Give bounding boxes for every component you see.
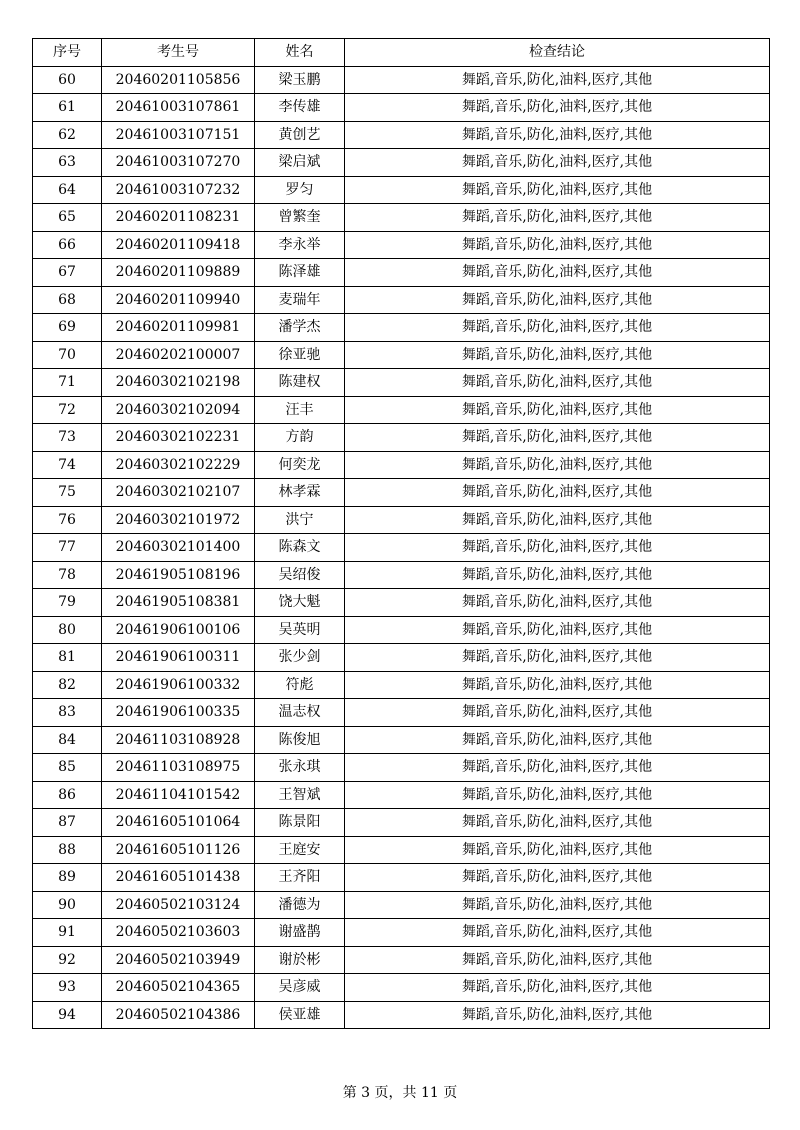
row-index: 82 bbox=[33, 671, 102, 699]
exam-number: 20460502104386 bbox=[102, 1001, 255, 1029]
table-body bbox=[33, 66, 770, 1029]
exam-number: 20460201109981 bbox=[102, 314, 255, 342]
student-name: 王庭安 bbox=[255, 836, 345, 864]
table-row bbox=[33, 94, 770, 122]
exam-number: 20461605101438 bbox=[102, 864, 255, 892]
check-result: 舞蹈,音乐,防化,油料,医疗,其他 bbox=[345, 809, 770, 837]
row-index: 69 bbox=[33, 314, 102, 342]
exam-number: 20460302102094 bbox=[102, 396, 255, 424]
check-result: 舞蹈,音乐,防化,油料,医疗,其他 bbox=[345, 781, 770, 809]
row-index: 94 bbox=[33, 1001, 102, 1029]
check-result: 舞蹈,音乐,防化,油料,医疗,其他 bbox=[345, 919, 770, 947]
table-row bbox=[33, 754, 770, 782]
row-index: 64 bbox=[33, 176, 102, 204]
row-index: 61 bbox=[33, 94, 102, 122]
check-result: 舞蹈,音乐,防化,油料,医疗,其他 bbox=[345, 699, 770, 727]
student-name: 谢於彬 bbox=[255, 946, 345, 974]
check-result: 舞蹈,音乐,防化,油料,医疗,其他 bbox=[345, 671, 770, 699]
table-row bbox=[33, 396, 770, 424]
check-result: 舞蹈,音乐,防化,油料,医疗,其他 bbox=[345, 644, 770, 672]
exam-number: 20460502103124 bbox=[102, 891, 255, 919]
row-index: 89 bbox=[33, 864, 102, 892]
row-index: 80 bbox=[33, 616, 102, 644]
check-result: 舞蹈,音乐,防化,油料,医疗,其他 bbox=[345, 946, 770, 974]
check-result: 舞蹈,音乐,防化,油料,医疗,其他 bbox=[345, 974, 770, 1002]
table-row bbox=[33, 699, 770, 727]
table-row bbox=[33, 644, 770, 672]
student-name: 林孝霖 bbox=[255, 479, 345, 507]
exam-number: 20460302102107 bbox=[102, 479, 255, 507]
page-number: 第 3 页，共 11 页 bbox=[342, 1085, 458, 1101]
student-name: 吴英明 bbox=[255, 616, 345, 644]
table-row bbox=[33, 204, 770, 232]
student-name: 汪丰 bbox=[255, 396, 345, 424]
student-name: 潘学杰 bbox=[255, 314, 345, 342]
row-index: 74 bbox=[33, 451, 102, 479]
table-row bbox=[33, 616, 770, 644]
check-result: 舞蹈,音乐,防化,油料,医疗,其他 bbox=[345, 176, 770, 204]
check-result: 舞蹈,音乐,防化,油料,医疗,其他 bbox=[345, 424, 770, 452]
row-index: 63 bbox=[33, 149, 102, 177]
table-row bbox=[33, 561, 770, 589]
row-index: 91 bbox=[33, 919, 102, 947]
check-result: 舞蹈,音乐,防化,油料,医疗,其他 bbox=[345, 891, 770, 919]
student-name: 陈建权 bbox=[255, 369, 345, 397]
row-index: 88 bbox=[33, 836, 102, 864]
student-name: 谢盛鹊 bbox=[255, 919, 345, 947]
row-index: 66 bbox=[33, 231, 102, 259]
exam-number: 20461906100335 bbox=[102, 699, 255, 727]
check-result: 舞蹈,音乐,防化,油料,医疗,其他 bbox=[345, 259, 770, 287]
row-index: 71 bbox=[33, 369, 102, 397]
row-index: 85 bbox=[33, 754, 102, 782]
exam-number: 20460302102198 bbox=[102, 369, 255, 397]
check-result: 舞蹈,音乐,防化,油料,医疗,其他 bbox=[345, 726, 770, 754]
row-index: 83 bbox=[33, 699, 102, 727]
row-index: 73 bbox=[33, 424, 102, 452]
check-result: 舞蹈,音乐,防化,油料,医疗,其他 bbox=[345, 341, 770, 369]
check-result: 舞蹈,音乐,防化,油料,医疗,其他 bbox=[345, 864, 770, 892]
table-row bbox=[33, 149, 770, 177]
check-result: 舞蹈,音乐,防化,油料,医疗,其他 bbox=[345, 1001, 770, 1029]
header-result: 检查结论 bbox=[345, 39, 770, 67]
table-header-row bbox=[33, 39, 770, 67]
exam-number: 20461906100106 bbox=[102, 616, 255, 644]
table-row bbox=[33, 314, 770, 342]
table-row bbox=[33, 121, 770, 149]
table-row bbox=[33, 369, 770, 397]
exam-number: 20460302102231 bbox=[102, 424, 255, 452]
table-row bbox=[33, 671, 770, 699]
student-name: 陈泽雄 bbox=[255, 259, 345, 287]
check-result: 舞蹈,音乐,防化,油料,医疗,其他 bbox=[345, 616, 770, 644]
table-row bbox=[33, 1001, 770, 1029]
exam-number: 20461906100311 bbox=[102, 644, 255, 672]
student-name: 温志权 bbox=[255, 699, 345, 727]
row-index: 92 bbox=[33, 946, 102, 974]
check-result: 舞蹈,音乐,防化,油料,医疗,其他 bbox=[345, 534, 770, 562]
table-row bbox=[33, 506, 770, 534]
row-index: 77 bbox=[33, 534, 102, 562]
row-index: 78 bbox=[33, 561, 102, 589]
row-index: 62 bbox=[33, 121, 102, 149]
check-result: 舞蹈,音乐,防化,油料,医疗,其他 bbox=[345, 506, 770, 534]
table-row bbox=[33, 424, 770, 452]
row-index: 87 bbox=[33, 809, 102, 837]
check-result: 舞蹈,音乐,防化,油料,医疗,其他 bbox=[345, 754, 770, 782]
student-name: 饶大魁 bbox=[255, 589, 345, 617]
table-row bbox=[33, 231, 770, 259]
check-result: 舞蹈,音乐,防化,油料,医疗,其他 bbox=[345, 561, 770, 589]
table-row bbox=[33, 891, 770, 919]
table-row bbox=[33, 781, 770, 809]
table-row bbox=[33, 589, 770, 617]
table-header bbox=[33, 39, 770, 67]
exam-number: 20461605101126 bbox=[102, 836, 255, 864]
exam-number: 20460202100007 bbox=[102, 341, 255, 369]
exam-number: 20461605101064 bbox=[102, 809, 255, 837]
student-name: 王智斌 bbox=[255, 781, 345, 809]
student-name: 李传雄 bbox=[255, 94, 345, 122]
exam-number: 20460502103603 bbox=[102, 919, 255, 947]
row-index: 72 bbox=[33, 396, 102, 424]
exam-number: 20460302101400 bbox=[102, 534, 255, 562]
exam-number: 20461905108381 bbox=[102, 589, 255, 617]
row-index: 79 bbox=[33, 589, 102, 617]
exam-number: 20460201105856 bbox=[102, 66, 255, 94]
student-name: 李永举 bbox=[255, 231, 345, 259]
table-row bbox=[33, 479, 770, 507]
check-result: 舞蹈,音乐,防化,油料,医疗,其他 bbox=[345, 589, 770, 617]
check-result: 舞蹈,音乐,防化,油料,医疗,其他 bbox=[345, 66, 770, 94]
student-name: 梁玉鹏 bbox=[255, 66, 345, 94]
exam-number: 20460302101972 bbox=[102, 506, 255, 534]
row-index: 67 bbox=[33, 259, 102, 287]
exam-number: 20461003107232 bbox=[102, 176, 255, 204]
exam-number: 20460201109889 bbox=[102, 259, 255, 287]
row-index: 70 bbox=[33, 341, 102, 369]
student-name: 王齐阳 bbox=[255, 864, 345, 892]
check-result: 舞蹈,音乐,防化,油料,医疗,其他 bbox=[345, 121, 770, 149]
student-name: 梁启斌 bbox=[255, 149, 345, 177]
row-index: 60 bbox=[33, 66, 102, 94]
exam-number: 20461003107270 bbox=[102, 149, 255, 177]
check-result: 舞蹈,音乐,防化,油料,医疗,其他 bbox=[345, 286, 770, 314]
exam-number: 20460201109940 bbox=[102, 286, 255, 314]
table-row bbox=[33, 974, 770, 1002]
row-index: 76 bbox=[33, 506, 102, 534]
row-index: 93 bbox=[33, 974, 102, 1002]
table-row bbox=[33, 259, 770, 287]
student-name: 张少剑 bbox=[255, 644, 345, 672]
check-result: 舞蹈,音乐,防化,油料,医疗,其他 bbox=[345, 479, 770, 507]
exam-number: 20461103108975 bbox=[102, 754, 255, 782]
student-name: 黄创艺 bbox=[255, 121, 345, 149]
table-row bbox=[33, 534, 770, 562]
table-row bbox=[33, 836, 770, 864]
student-name: 张永琪 bbox=[255, 754, 345, 782]
table-row bbox=[33, 726, 770, 754]
check-result: 舞蹈,音乐,防化,油料,医疗,其他 bbox=[345, 396, 770, 424]
student-name: 罗匀 bbox=[255, 176, 345, 204]
student-name: 陈俊旭 bbox=[255, 726, 345, 754]
student-name: 曾繁奎 bbox=[255, 204, 345, 232]
exam-number: 20460302102229 bbox=[102, 451, 255, 479]
table-row bbox=[33, 286, 770, 314]
exam-number: 20461906100332 bbox=[102, 671, 255, 699]
table-row bbox=[33, 809, 770, 837]
row-index: 90 bbox=[33, 891, 102, 919]
table-row bbox=[33, 341, 770, 369]
table-row bbox=[33, 176, 770, 204]
row-index: 65 bbox=[33, 204, 102, 232]
exam-number: 20460201108231 bbox=[102, 204, 255, 232]
exam-number: 20461905108196 bbox=[102, 561, 255, 589]
student-name: 吴绍俊 bbox=[255, 561, 345, 589]
exam-number: 20461104101542 bbox=[102, 781, 255, 809]
student-name: 潘德为 bbox=[255, 891, 345, 919]
exam-number: 20461103108928 bbox=[102, 726, 255, 754]
table-row bbox=[33, 66, 770, 94]
row-index: 84 bbox=[33, 726, 102, 754]
student-name: 侯亚雄 bbox=[255, 1001, 345, 1029]
exam-number: 20460201109418 bbox=[102, 231, 255, 259]
row-index: 81 bbox=[33, 644, 102, 672]
header-index: 序号 bbox=[33, 39, 102, 67]
student-name: 陈森文 bbox=[255, 534, 345, 562]
table-row bbox=[33, 946, 770, 974]
table-row bbox=[33, 451, 770, 479]
row-index: 86 bbox=[33, 781, 102, 809]
student-name: 符彪 bbox=[255, 671, 345, 699]
check-result: 舞蹈,音乐,防化,油料,医疗,其他 bbox=[345, 836, 770, 864]
header-exam-number: 考生号 bbox=[102, 39, 255, 67]
student-name: 徐亚驰 bbox=[255, 341, 345, 369]
check-result: 舞蹈,音乐,防化,油料,医疗,其他 bbox=[345, 314, 770, 342]
row-index: 75 bbox=[33, 479, 102, 507]
student-name: 洪宁 bbox=[255, 506, 345, 534]
exam-number: 20460502104365 bbox=[102, 974, 255, 1002]
table-row bbox=[33, 864, 770, 892]
exam-number: 20461003107861 bbox=[102, 94, 255, 122]
exam-number: 20460502103949 bbox=[102, 946, 255, 974]
check-result: 舞蹈,音乐,防化,油料,医疗,其他 bbox=[345, 451, 770, 479]
check-result: 舞蹈,音乐,防化,油料,医疗,其他 bbox=[345, 149, 770, 177]
check-result: 舞蹈,音乐,防化,油料,医疗,其他 bbox=[345, 94, 770, 122]
exam-results-table bbox=[32, 38, 770, 1029]
table-row bbox=[33, 919, 770, 947]
student-name: 陈景阳 bbox=[255, 809, 345, 837]
student-name: 何奕龙 bbox=[255, 451, 345, 479]
row-index: 68 bbox=[33, 286, 102, 314]
check-result: 舞蹈,音乐,防化,油料,医疗,其他 bbox=[345, 204, 770, 232]
header-name: 姓名 bbox=[255, 39, 345, 67]
check-result: 舞蹈,音乐,防化,油料,医疗,其他 bbox=[345, 369, 770, 397]
student-name: 麦瑞年 bbox=[255, 286, 345, 314]
student-name: 吴彦威 bbox=[255, 974, 345, 1002]
student-name: 方韵 bbox=[255, 424, 345, 452]
check-result: 舞蹈,音乐,防化,油料,医疗,其他 bbox=[345, 231, 770, 259]
exam-number: 20461003107151 bbox=[102, 121, 255, 149]
